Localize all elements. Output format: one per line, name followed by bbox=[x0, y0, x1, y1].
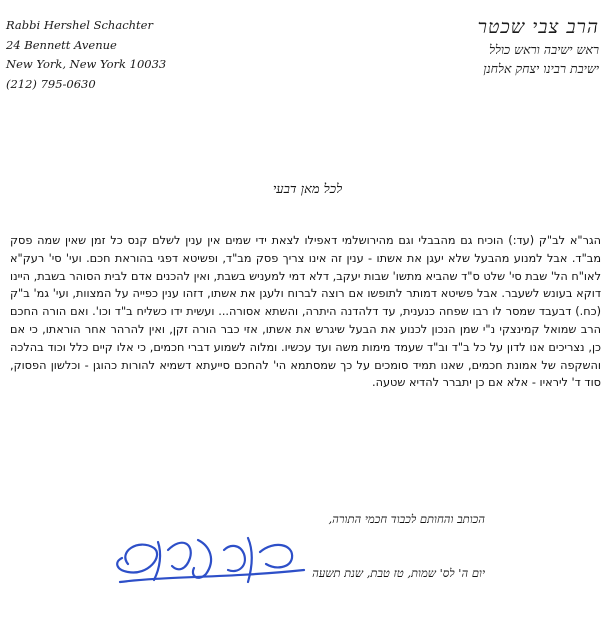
closing-line: הכותב והחותם לכבוד חכמי התורה, bbox=[328, 512, 485, 526]
letterhead-name-he: הרב צבי שכטר bbox=[477, 16, 599, 38]
letterhead-institution-he: ישיבת רבינו יצחק אלחנן bbox=[483, 61, 599, 76]
salutation: לכל מאן דבעי bbox=[272, 182, 343, 197]
date-line: יום ה' לס' שמות, טז טבת, שנת תשעה bbox=[312, 566, 485, 580]
letterhead-name-en: Rabbi Hershel Schachter bbox=[6, 18, 153, 32]
letterhead-english bbox=[6, 16, 206, 94]
letterhead-phone: (212) 795-0630 bbox=[6, 76, 96, 91]
letterhead-address-line2: New York, New York 10033 bbox=[6, 57, 167, 71]
letterhead-hebrew bbox=[369, 14, 599, 78]
letter-body: הגר"א לב"ק (עד:) הוכיח גם מהבבלי וגם מהירושלמי דאפילו לצאת ידי שמים אין ענין לשלם קנס כל זמן שאין שמה פסק מב"ד. אבל למנוע מהבעל שלא יעגן את אשתו - ענין זה אינו צריך פסק מב"ד, ופשיטא דפגי בהוראת חכם. ועי' סי' רעק"א לאו"ח הל' שבת סי' שלט ס"ד שהביא מתשו' שבות יעקב, דלא דמי למעניש בשבת, ואין להכנים אדם לבית הסוהר בשבת, היינו דוקא בעונש לשעבר. אבל פשיטא דמותר לתופשו אם רוצה לברוח ולעגן את אשתו, דזהו ענין כפייה על המצוות, ועי' גמ' ב"ק (כח.) דבעבד שמסר לו רבו שפחה כנענית, עד דלהדנה היתרה, והשתא אסורה... ועשית ידו כשליח ב"ד וכו'. ואם הורה החכם הרב שמואל קמינצקי נ"י שמן הנכון לכנוע את הבעל שיגרש את אשתו, אזי כבר הורה זקן, ואין להרהר אחר הוראתו, כי אם כן, נצריכים אנו לדון על כל ב"ד וב"ד שעמד מימות משה ועד עכשיו. ומלוה לשמוע דברי חכמים, כי אלו קיים כלל וכוד בהלכה והשקפה של אמונת חכמים, שאנו תמיד סומכים על כך שמסתמא הי' להחכם סייעתא דשמיא להורות כהוגן - וכלשון הפסוק, סוד ד' ליראיו - אלא אם כן יתברר להדיא שטעה. bbox=[10, 234, 601, 390]
letterhead-title-he: ראש ישיבה וראש כולל bbox=[489, 42, 599, 57]
letterhead-address-line1: 24 Bennett Avenue bbox=[6, 37, 117, 52]
handwritten-signature bbox=[98, 524, 318, 590]
